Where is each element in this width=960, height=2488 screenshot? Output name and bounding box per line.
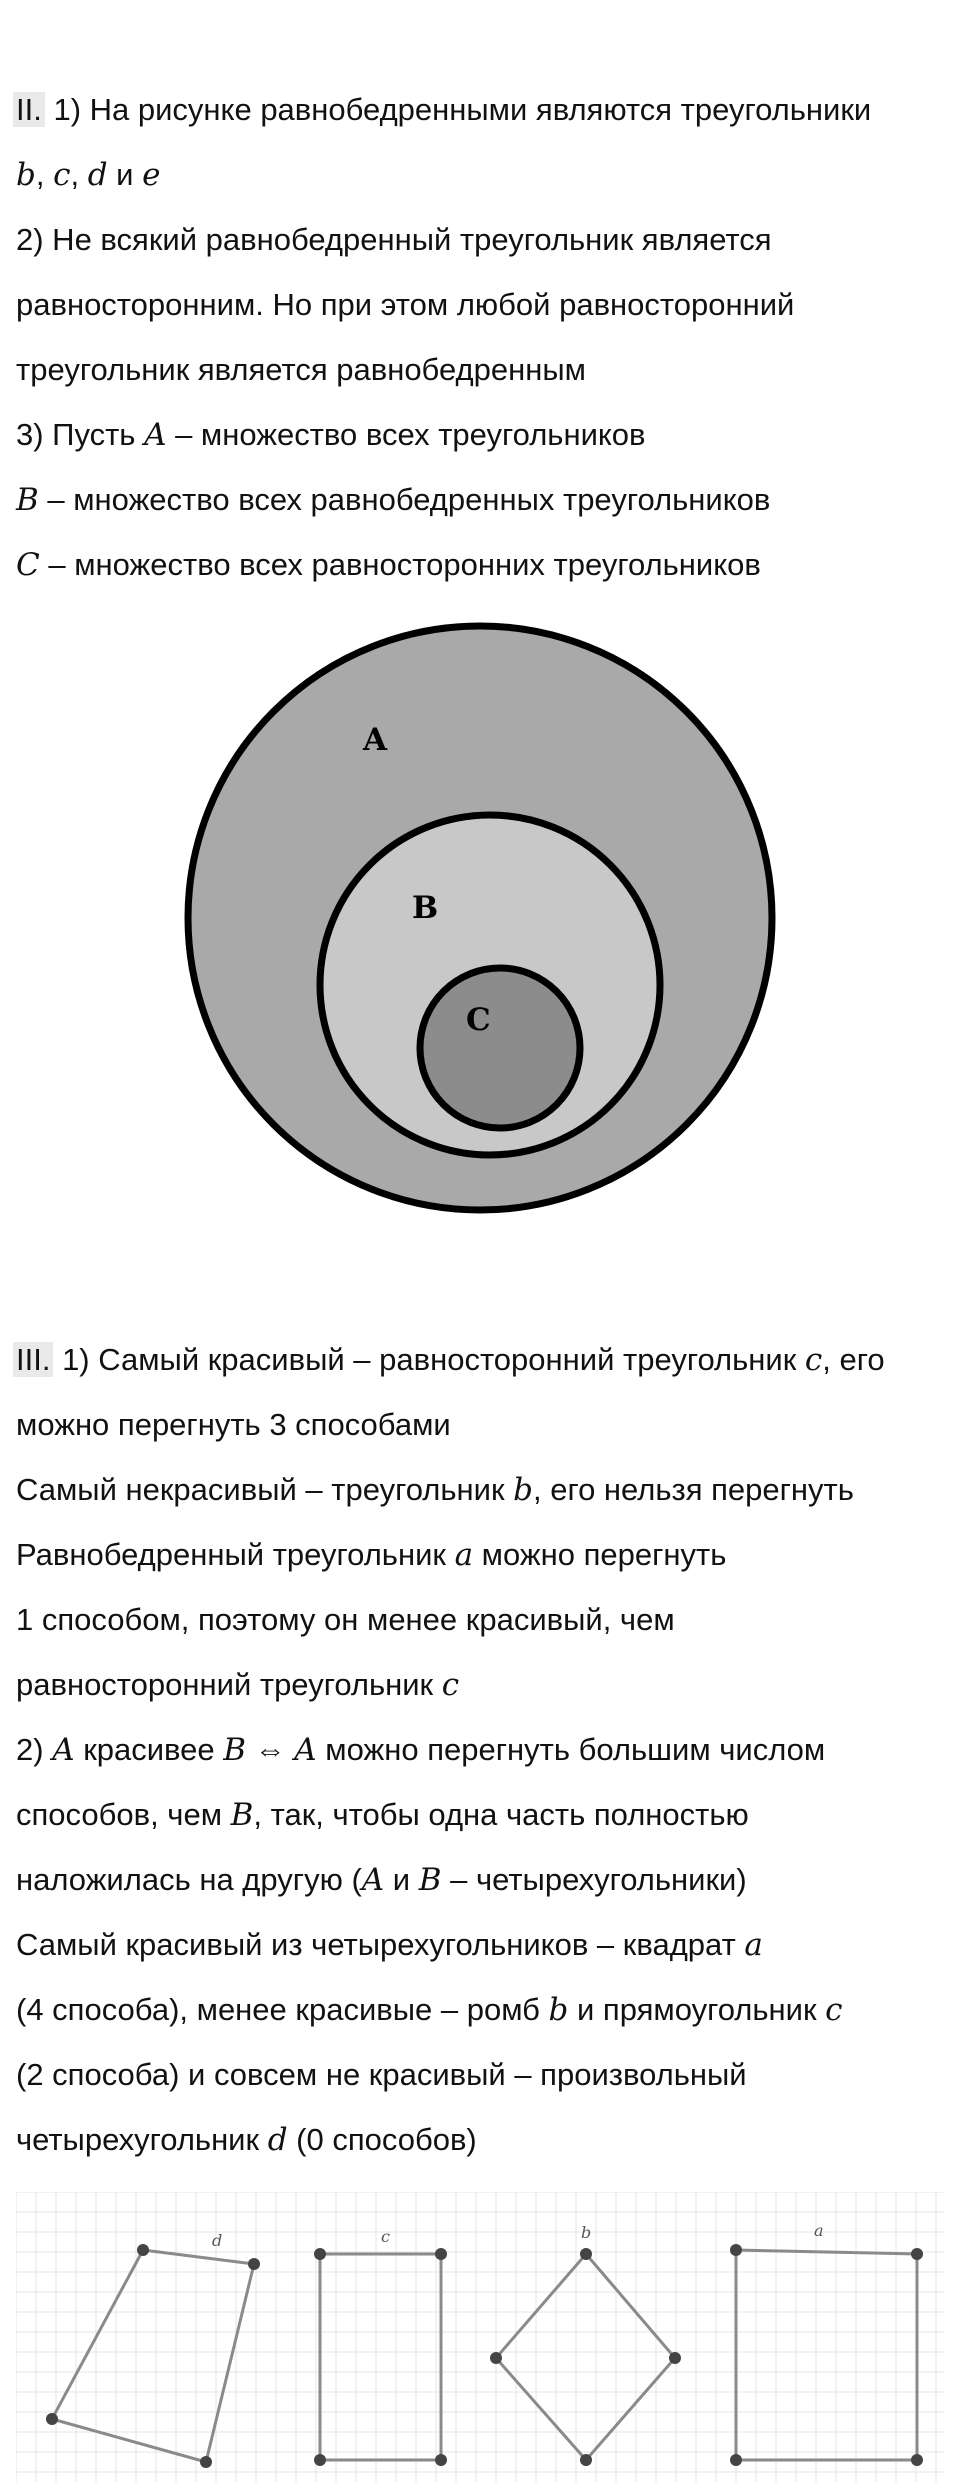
sec3-line-9: наложилась на другую (A и B – четырехугольники) [16, 1862, 747, 1898]
vertex-dot [137, 2244, 149, 2256]
sec3-line-2: можно перегнуть 3 способами [16, 1407, 451, 1442]
sec3-line-1: III. 1) Самый красивый – равносторонний треугольник c, его [16, 1340, 885, 1380]
sec3-line-11: (4 способа), менее красивые – ромб b и прямоугольник c [16, 1992, 843, 2028]
sec2-line-1: II. 1) На рисунке равнобедренными являются треугольники [16, 90, 871, 130]
vertex-dot [490, 2352, 502, 2364]
quad-a-shape [736, 2250, 917, 2460]
quadrilaterals-figure [16, 2192, 944, 2482]
quad-b-label: b [581, 2223, 592, 2242]
section-number-ii: II. [13, 92, 45, 127]
sec2-line-7: B – множество всех равнобедренных треугольников [16, 482, 771, 518]
quad-c [320, 2227, 441, 2460]
quad-b-shape [496, 2254, 675, 2460]
vertex-dot [580, 2454, 592, 2466]
sec2-line-4: равносторонним. Но при этом любой равносторонний [16, 287, 795, 322]
sec3-line-13: четырехугольник d (0 способов) [16, 2122, 477, 2158]
sec2-line-6: 3) Пусть A – множество всех треугольников [16, 417, 646, 453]
sec3-line-10: Самый красивый из четырехугольников – квадрат a [16, 1927, 763, 1963]
vertex-dot [911, 2248, 923, 2260]
sec3-line-7: 2) A красивее B ⇔ A можно перегнуть большим числом [16, 1732, 826, 1768]
vertex-dot [730, 2244, 742, 2256]
vertex-dot [730, 2454, 742, 2466]
quad-c-label: c [381, 2227, 390, 2246]
venn-diagram [180, 620, 780, 1220]
sec2-line-5: треугольник является равнобедренным [16, 352, 586, 387]
vertex-dot [435, 2454, 447, 2466]
vertex-dot [314, 2454, 326, 2466]
sec3-line-8: способов, чем B, так, чтобы одна часть полностью [16, 1797, 749, 1833]
quad-a-label: a [814, 2221, 824, 2240]
sec3-line-3: Самый некрасивый – треугольник b, его нельзя перегнуть [16, 1472, 854, 1508]
vertex-dot [669, 2352, 681, 2364]
quad-d-label: d [212, 2231, 223, 2250]
sec2-line-2: b, c, d и e [16, 157, 161, 193]
sec3-line-6: равносторонний треугольник c [16, 1667, 460, 1703]
vertices [46, 2244, 923, 2468]
sec3-line-5: 1 способом, поэтому он менее красивый, чем [16, 1602, 675, 1637]
vertex-dot [435, 2248, 447, 2260]
sec3-line-4: Равнобедренный треугольник a можно перегнуть [16, 1537, 727, 1573]
set-b-label: B [412, 890, 439, 926]
vertex-dot [200, 2456, 212, 2468]
vertex-dot [911, 2454, 923, 2466]
sec2-line-3: 2) Не всякий равнобедренный треугольник является [16, 222, 772, 257]
sec2-line-8: C – множество всех равносторонних треугольников [16, 547, 761, 583]
quad-d-shape [52, 2250, 254, 2462]
vertex-dot [314, 2248, 326, 2260]
quad-a [736, 2221, 917, 2460]
sec3-line-12: (2 способа) и совсем не красивый – произвольный [16, 2057, 747, 2092]
quad-c-shape [320, 2254, 441, 2460]
set-c-label: C [466, 1002, 491, 1038]
vertex-dot [248, 2258, 260, 2270]
set-c-circle [420, 968, 580, 1128]
vertex-dot [46, 2413, 58, 2425]
vertex-dot [580, 2248, 592, 2260]
quad-d [52, 2231, 254, 2462]
section-number-iii: III. [13, 1342, 53, 1377]
set-a-label: A [363, 722, 388, 758]
grid-background [16, 2192, 944, 2482]
